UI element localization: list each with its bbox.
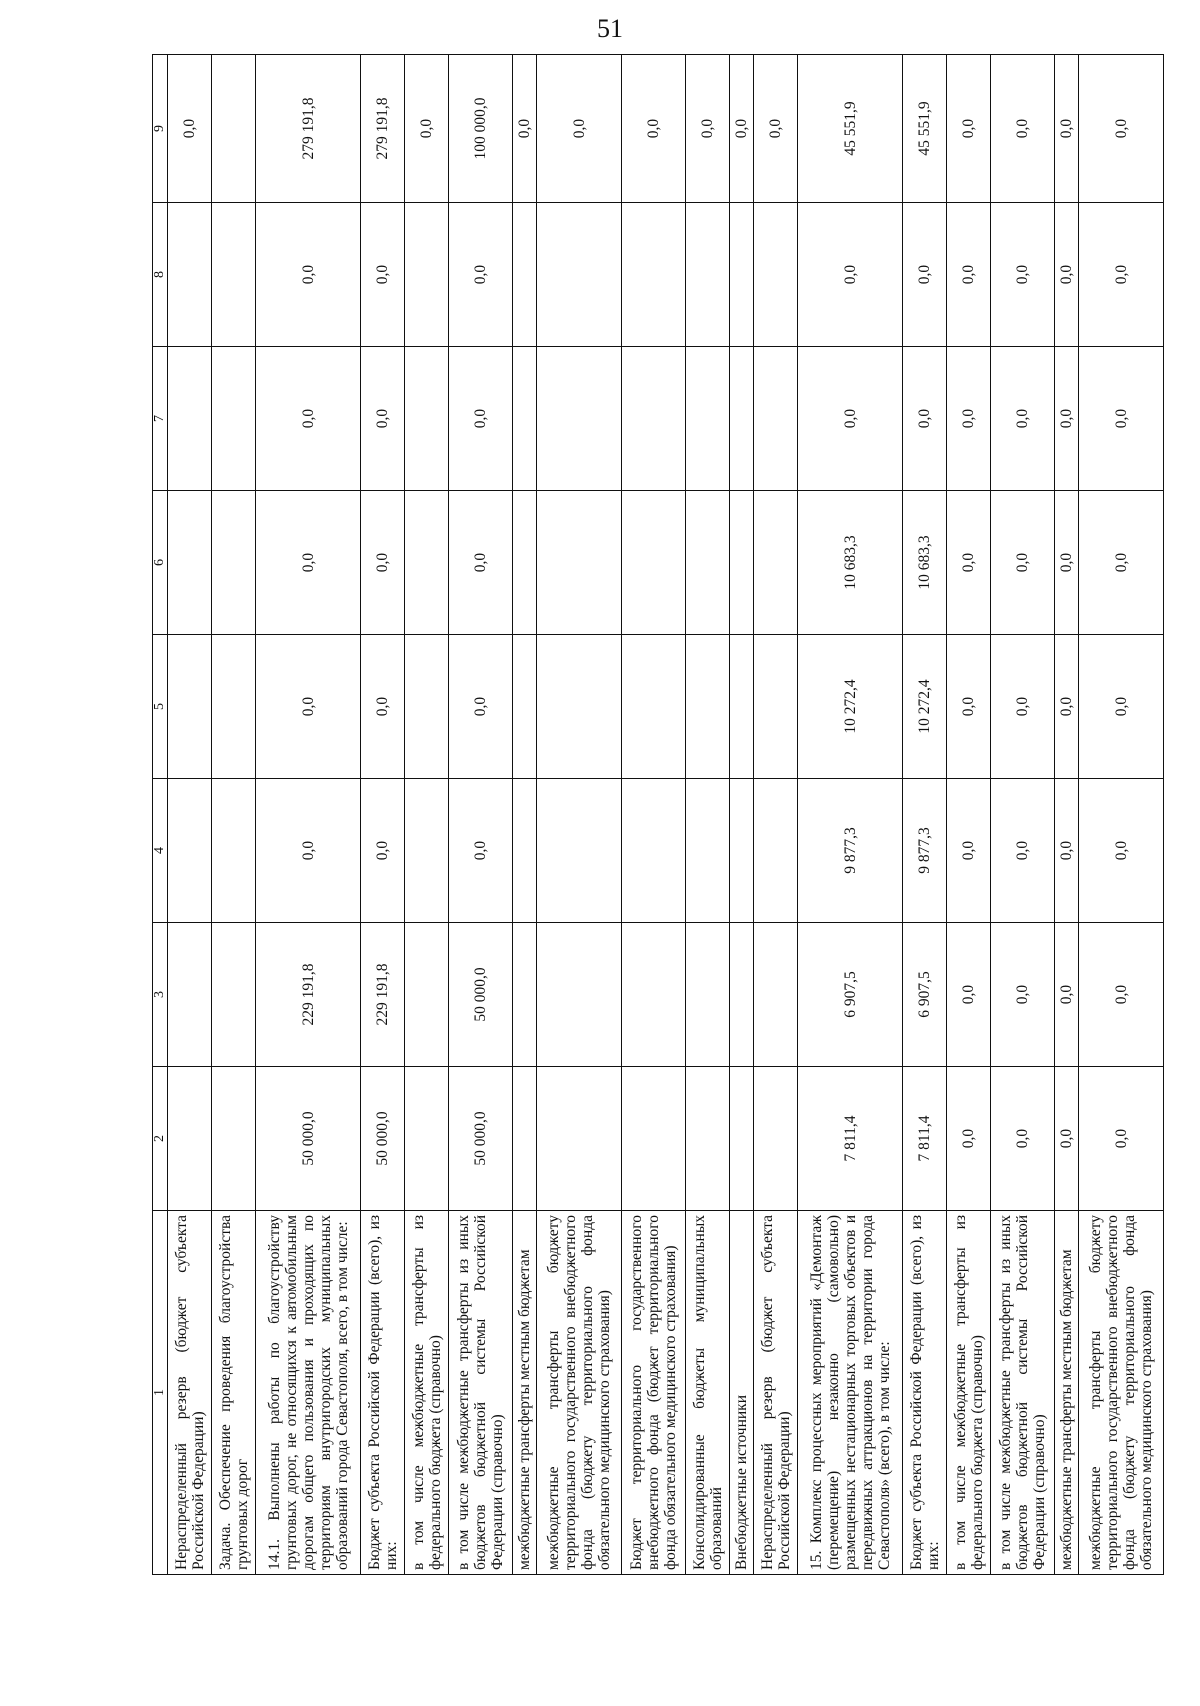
value-cell bbox=[212, 55, 256, 203]
value-cell: 0,0 bbox=[947, 779, 991, 923]
value-cell: 0,0 bbox=[1055, 779, 1079, 923]
value-cell: 0,0 bbox=[947, 203, 991, 347]
value-cell bbox=[212, 635, 256, 779]
table-row bbox=[686, 55, 730, 1575]
column-number: 7 bbox=[153, 347, 168, 491]
row-label: Задача. Обеспечение проведения благоустройства грунтовых дорог bbox=[212, 1211, 256, 1575]
value-cell bbox=[730, 635, 754, 779]
table-row bbox=[168, 55, 212, 1575]
value-cell bbox=[754, 203, 798, 347]
value-cell bbox=[621, 923, 685, 1067]
value-cell: 0,0 bbox=[449, 491, 513, 635]
value-cell: 229 191,8 bbox=[256, 923, 361, 1067]
row-label: 15. Комплекс процессных мероприятий «Демонтаж (перемещение) незаконно (самовольно) размещенных нестационарных торговых объектов и передвижных аттракционов на территории города Севастополя» (всего), в том числе: bbox=[798, 1211, 903, 1575]
value-cell bbox=[686, 203, 730, 347]
value-cell bbox=[537, 635, 622, 779]
value-cell bbox=[513, 203, 537, 347]
value-cell bbox=[168, 779, 212, 923]
value-cell: 0,0 bbox=[360, 203, 404, 347]
value-cell bbox=[730, 203, 754, 347]
row-label: Консолидированные бюджеты муниципальных образований bbox=[686, 1211, 730, 1575]
value-cell: 7 811,4 bbox=[902, 1067, 946, 1211]
value-cell: 0,0 bbox=[1079, 923, 1164, 1067]
table-row bbox=[730, 55, 754, 1575]
value-cell bbox=[405, 347, 449, 491]
value-cell bbox=[621, 1067, 685, 1211]
value-cell: 50 000,0 bbox=[449, 923, 513, 1067]
value-cell bbox=[730, 347, 754, 491]
value-cell bbox=[212, 779, 256, 923]
column-number: 2 bbox=[153, 1067, 168, 1211]
value-cell: 6 907,5 bbox=[902, 923, 946, 1067]
value-cell: 50 000,0 bbox=[449, 1067, 513, 1211]
value-cell: 0,0 bbox=[902, 347, 946, 491]
column-number: 4 bbox=[153, 779, 168, 923]
value-cell: 0,0 bbox=[991, 779, 1055, 923]
row-label: в том числе межбюджетные трансферты из иных бюджетов бюджетной системы Российской Федерации (справочно) bbox=[449, 1211, 513, 1575]
row-label: 14.1. Выполнены работы по благоустройству грунтовых дорог, не относящихся к автомобильным дорогам общего пользования и проходящих по территориям внутригородских муниципальных образований города Севастополя, всего, в том числе: bbox=[256, 1211, 361, 1575]
value-cell: 10 272,4 bbox=[902, 635, 946, 779]
value-cell bbox=[621, 635, 685, 779]
value-cell: 0,0 bbox=[1055, 635, 1079, 779]
table-row bbox=[405, 55, 449, 1575]
value-cell bbox=[513, 923, 537, 1067]
row-label: Бюджет субъекта Российской Федерации (всего), из них: bbox=[902, 1211, 946, 1575]
value-cell: 0,0 bbox=[1055, 347, 1079, 491]
table-row bbox=[449, 55, 513, 1575]
value-cell bbox=[686, 1067, 730, 1211]
column-number: 9 bbox=[153, 55, 168, 203]
value-cell: 45 551,9 bbox=[798, 55, 903, 203]
value-cell: 0,0 bbox=[360, 635, 404, 779]
value-cell: 0,0 bbox=[1055, 491, 1079, 635]
table-row bbox=[212, 55, 256, 1575]
value-cell: 10 683,3 bbox=[902, 491, 946, 635]
value-cell: 0,0 bbox=[256, 347, 361, 491]
table-row bbox=[537, 55, 622, 1575]
value-cell bbox=[686, 347, 730, 491]
value-cell bbox=[537, 203, 622, 347]
row-label: Нераспределенный резерв (бюджет субъекта Российской Федерации) bbox=[754, 1211, 798, 1575]
value-cell: 50 000,0 bbox=[256, 1067, 361, 1211]
value-cell: 0,0 bbox=[360, 779, 404, 923]
rotated-table-wrapper bbox=[152, 55, 1164, 1575]
value-cell: 279 191,8 bbox=[256, 55, 361, 203]
value-cell bbox=[212, 491, 256, 635]
value-cell: 0,0 bbox=[947, 55, 991, 203]
value-cell bbox=[168, 923, 212, 1067]
value-cell bbox=[754, 491, 798, 635]
value-cell bbox=[537, 779, 622, 923]
value-cell bbox=[730, 923, 754, 1067]
value-cell bbox=[537, 347, 622, 491]
value-cell: 0,0 bbox=[449, 779, 513, 923]
value-cell: 10 272,4 bbox=[798, 635, 903, 779]
value-cell bbox=[730, 491, 754, 635]
value-cell: 50 000,0 bbox=[360, 1067, 404, 1211]
value-cell: 0,0 bbox=[1079, 635, 1164, 779]
value-cell: 10 683,3 bbox=[798, 491, 903, 635]
value-cell: 0,0 bbox=[947, 347, 991, 491]
value-cell bbox=[730, 779, 754, 923]
value-cell: 0,0 bbox=[798, 347, 903, 491]
value-cell bbox=[405, 779, 449, 923]
table-row bbox=[1079, 55, 1164, 1575]
table-row bbox=[513, 55, 537, 1575]
row-label: межбюджетные трансферты бюджету территориального государственного внебюджетного фонда (бюджету территориального фонда обязательного медицинского страхования) bbox=[537, 1211, 622, 1575]
value-cell: 45 551,9 bbox=[902, 55, 946, 203]
value-cell: 0,0 bbox=[405, 55, 449, 203]
value-cell: 0,0 bbox=[360, 491, 404, 635]
value-cell: 0,0 bbox=[256, 203, 361, 347]
table-row bbox=[621, 55, 685, 1575]
value-cell: 0,0 bbox=[947, 1067, 991, 1211]
value-cell: 0,0 bbox=[513, 55, 537, 203]
table-row bbox=[360, 55, 404, 1575]
value-cell: 0,0 bbox=[256, 779, 361, 923]
value-cell bbox=[686, 491, 730, 635]
value-cell: 0,0 bbox=[1055, 923, 1079, 1067]
value-cell bbox=[730, 1067, 754, 1211]
value-cell: 0,0 bbox=[449, 203, 513, 347]
table-row bbox=[991, 55, 1055, 1575]
page-number: 51 bbox=[597, 14, 623, 43]
value-cell: 100 000,0 bbox=[449, 55, 513, 203]
value-cell bbox=[621, 347, 685, 491]
value-cell: 0,0 bbox=[168, 55, 212, 203]
value-cell bbox=[212, 923, 256, 1067]
value-cell bbox=[405, 1067, 449, 1211]
value-cell bbox=[405, 203, 449, 347]
value-cell: 9 877,3 bbox=[798, 779, 903, 923]
value-cell: 0,0 bbox=[947, 491, 991, 635]
row-label: Внебюджетные источники bbox=[730, 1211, 754, 1575]
value-cell: 0,0 bbox=[798, 203, 903, 347]
value-cell: 0,0 bbox=[947, 923, 991, 1067]
value-cell: 0,0 bbox=[256, 635, 361, 779]
value-cell: 0,0 bbox=[991, 347, 1055, 491]
value-cell bbox=[212, 203, 256, 347]
value-cell: 0,0 bbox=[1079, 203, 1164, 347]
value-cell bbox=[513, 635, 537, 779]
row-label: в том числе межбюджетные трансферты из иных бюджетов бюджетной системы Российской Федерации (справочно) bbox=[991, 1211, 1055, 1575]
value-cell bbox=[168, 203, 212, 347]
value-cell: 7 811,4 bbox=[798, 1067, 903, 1211]
row-label: Бюджет субъекта Российской Федерации (всего), из них: bbox=[360, 1211, 404, 1575]
value-cell: 0,0 bbox=[1079, 347, 1164, 491]
value-cell: 0,0 bbox=[686, 55, 730, 203]
value-cell bbox=[405, 923, 449, 1067]
value-cell: 9 877,3 bbox=[902, 779, 946, 923]
column-number: 6 bbox=[153, 491, 168, 635]
value-cell bbox=[537, 491, 622, 635]
value-cell: 0,0 bbox=[1055, 203, 1079, 347]
value-cell: 6 907,5 bbox=[798, 923, 903, 1067]
row-label: межбюджетные трансферты местным бюджетам bbox=[513, 1211, 537, 1575]
value-cell bbox=[754, 923, 798, 1067]
value-cell: 0,0 bbox=[991, 203, 1055, 347]
row-label: межбюджетные трансферты местным бюджетам bbox=[1055, 1211, 1079, 1575]
value-cell bbox=[212, 1067, 256, 1211]
table-row bbox=[947, 55, 991, 1575]
value-cell: 0,0 bbox=[1055, 1067, 1079, 1211]
value-cell: 0,0 bbox=[1079, 1067, 1164, 1211]
value-cell bbox=[686, 635, 730, 779]
table-row bbox=[902, 55, 946, 1575]
value-cell bbox=[168, 635, 212, 779]
value-cell: 0,0 bbox=[991, 55, 1055, 203]
row-label: в том числе межбюджетные трансферты из федерального бюджета (справочно) bbox=[405, 1211, 449, 1575]
value-cell: 0,0 bbox=[947, 635, 991, 779]
value-cell bbox=[513, 347, 537, 491]
value-cell bbox=[537, 923, 622, 1067]
value-cell: 0,0 bbox=[449, 635, 513, 779]
table-row bbox=[1055, 55, 1079, 1575]
value-cell bbox=[513, 779, 537, 923]
value-cell bbox=[537, 1067, 622, 1211]
value-cell bbox=[754, 347, 798, 491]
column-number: 8 bbox=[153, 203, 168, 347]
value-cell: 0,0 bbox=[1055, 55, 1079, 203]
value-cell bbox=[621, 203, 685, 347]
value-cell: 279 191,8 bbox=[360, 55, 404, 203]
value-cell bbox=[754, 779, 798, 923]
column-number: 3 bbox=[153, 923, 168, 1067]
value-cell: 0,0 bbox=[1079, 55, 1164, 203]
value-cell bbox=[686, 779, 730, 923]
value-cell: 229 191,8 bbox=[360, 923, 404, 1067]
value-cell: 0,0 bbox=[991, 923, 1055, 1067]
value-cell bbox=[621, 779, 685, 923]
value-cell: 0,0 bbox=[1079, 491, 1164, 635]
value-cell: 0,0 bbox=[754, 55, 798, 203]
value-cell bbox=[168, 1067, 212, 1211]
value-cell bbox=[754, 635, 798, 779]
value-cell bbox=[405, 491, 449, 635]
value-cell bbox=[686, 923, 730, 1067]
value-cell bbox=[621, 491, 685, 635]
value-cell bbox=[212, 347, 256, 491]
row-label: межбюджетные трансферты бюджету территориального государственного внебюджетного фонда (бюджету территориального фонда обязательного медицинского страхования) bbox=[1079, 1211, 1164, 1575]
row-label: Бюджет территориального государственного внебюджетного фонда (бюджет территориального фонда обязательного медицинского страхования) bbox=[621, 1211, 685, 1575]
value-cell bbox=[405, 635, 449, 779]
table-row bbox=[754, 55, 798, 1575]
value-cell bbox=[513, 491, 537, 635]
column-number: 5 bbox=[153, 635, 168, 779]
value-cell: 0,0 bbox=[902, 203, 946, 347]
value-cell: 0,0 bbox=[1079, 779, 1164, 923]
value-cell bbox=[754, 1067, 798, 1211]
table-row bbox=[798, 55, 903, 1575]
value-cell: 0,0 bbox=[360, 347, 404, 491]
row-label: в том числе межбюджетные трансферты из федерального бюджета (справочно) bbox=[947, 1211, 991, 1575]
budget-table bbox=[152, 54, 1164, 1575]
column-number: 1 bbox=[153, 1211, 168, 1575]
column-number-row bbox=[153, 55, 168, 1575]
value-cell: 0,0 bbox=[991, 491, 1055, 635]
value-cell bbox=[168, 347, 212, 491]
value-cell bbox=[513, 1067, 537, 1211]
value-cell: 0,0 bbox=[256, 491, 361, 635]
value-cell: 0,0 bbox=[991, 635, 1055, 779]
value-cell: 0,0 bbox=[730, 55, 754, 203]
value-cell bbox=[168, 491, 212, 635]
row-label: Нераспределенный резерв (бюджет субъекта Российской Федерации) bbox=[168, 1211, 212, 1575]
value-cell: 0,0 bbox=[537, 55, 622, 203]
value-cell: 0,0 bbox=[449, 347, 513, 491]
value-cell: 0,0 bbox=[991, 1067, 1055, 1211]
value-cell: 0,0 bbox=[621, 55, 685, 203]
table-row bbox=[256, 55, 361, 1575]
